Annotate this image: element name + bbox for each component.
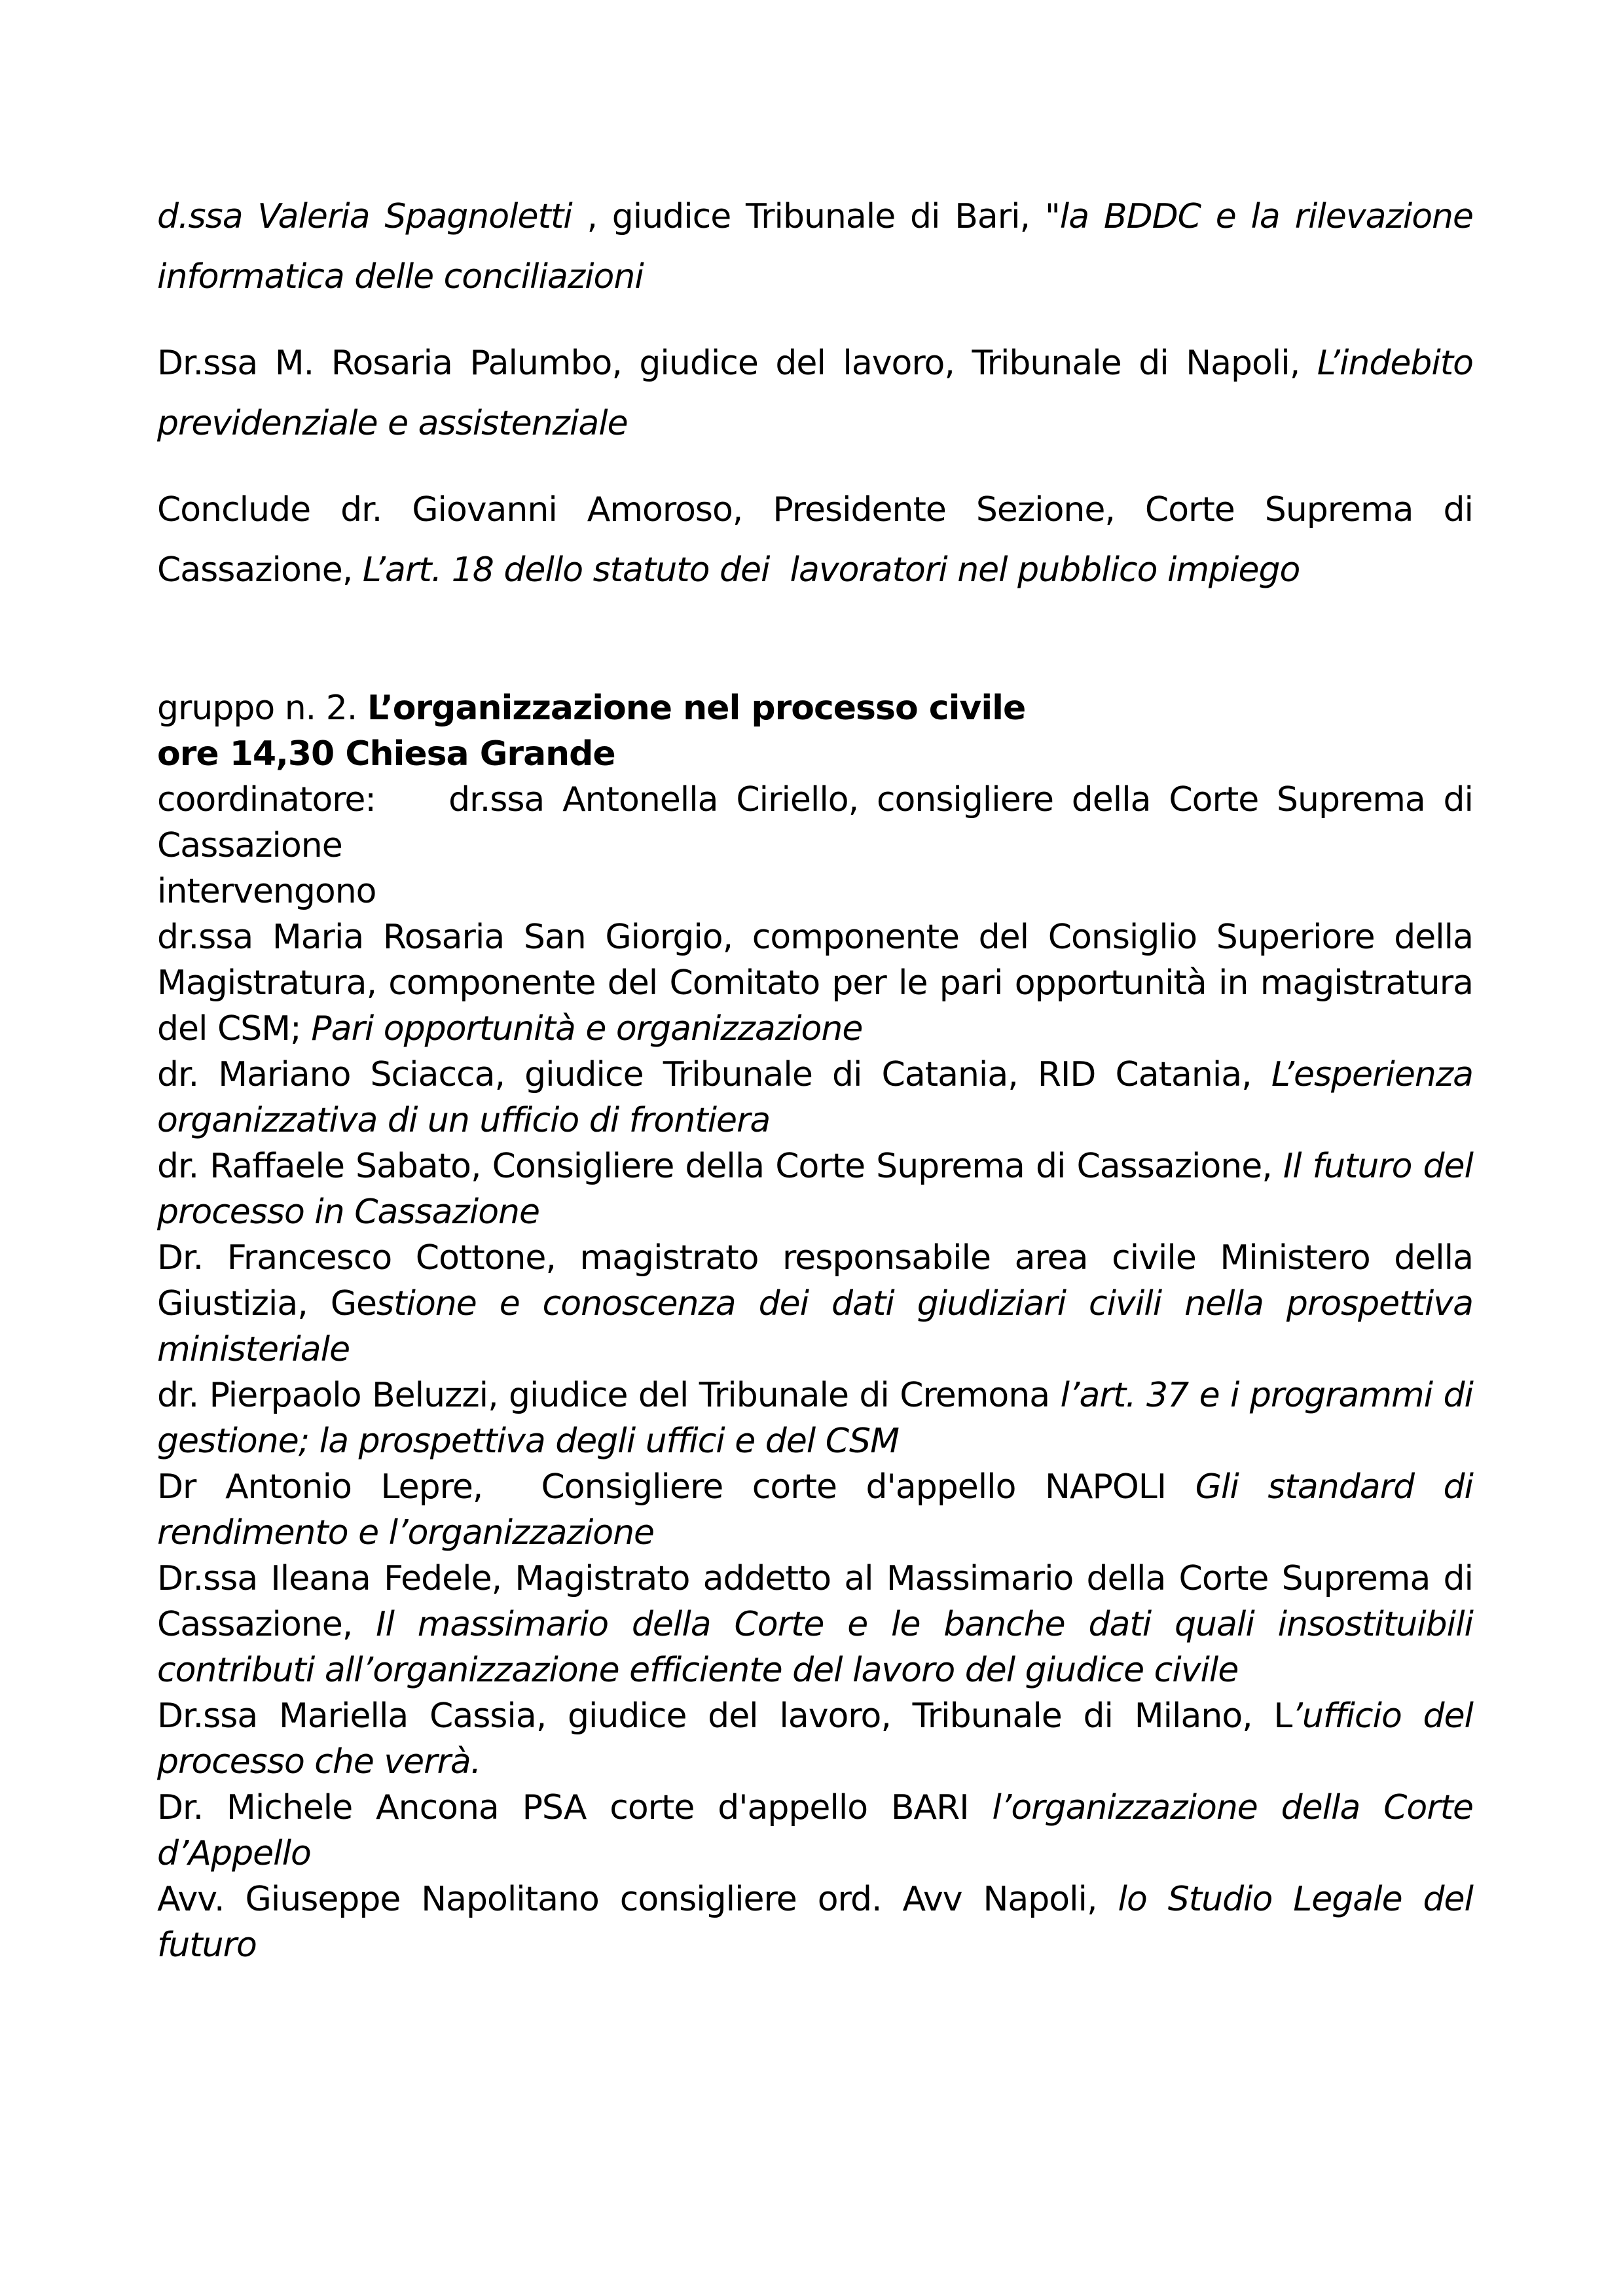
text-run-regular: dr.ssa Maria Rosaria San Giorgio, componente del Consiglio Superiore della Magistratura, componente del Comitato per le pari opportunità in magistratura del CSM; — [157, 918, 1473, 1049]
group-time-location — [157, 731, 1473, 777]
text-run-italic: ’ufficio del processo che verrà. — [157, 1696, 1474, 1782]
text-run-italic: "la BDDC e la rilevazione informatica delle conciliazioni — [157, 197, 1473, 296]
text-run-regular: Dr.ssa Ileana Fedele, Magistrato addetto al Massimario della Corte Suprema di Cassazione, — [157, 1559, 1473, 1644]
text-run-italic: L’art. 18 dello statuto dei lavoratori nel pubblico impiego — [362, 550, 1300, 590]
entry-sabato — [157, 1143, 1473, 1235]
entry-san-giorgio — [157, 914, 1473, 1052]
entry-cottone — [157, 1235, 1473, 1372]
text-run-italic: lo Studio Legale del futuro — [157, 1880, 1473, 1965]
text-run-regular: gruppo n. 2. — [157, 689, 367, 728]
entry-palumbo — [157, 333, 1473, 454]
text-run-regular: dr. Raffaele Sabato, Consigliere della Corte Suprema di Cassazione, — [157, 1147, 1283, 1186]
entry-beluzzi — [157, 1372, 1473, 1464]
entry-amoroso-conclusion — [157, 480, 1473, 600]
text-run-regular: intervengono — [157, 872, 376, 911]
text-run-regular: coordinatore: dr.ssa Antonella Ciriello, consigliere della Corte Suprema di Cassazione — [157, 780, 1473, 865]
entry-napolitano — [157, 1876, 1473, 1968]
text-run-italic: stione e conoscenza dei dati giudiziari civili nella prospettiva ministeriale — [157, 1284, 1473, 1369]
text-run-italic: l’organizzazione della Corte d’Appello — [157, 1788, 1474, 1873]
document-body — [157, 187, 1473, 1968]
entry-lepre — [157, 1464, 1473, 1556]
text-run-italic: Gli standard di rendimento e l’organizzazione — [157, 1467, 1473, 1552]
text-run-regular: Conclude dr. Giovanni Amoroso, Presidente Sezione, Corte Suprema di Cassazione, — [157, 490, 1473, 590]
entry-fedele — [157, 1556, 1473, 1693]
coordinator-line — [157, 777, 1473, 869]
text-run-regular: Dr. Francesco Cottone, magistrato responsabile area civile Ministero della Giustizia, Ge — [157, 1238, 1473, 1323]
text-run-italic: Il massimario della Corte e le banche dati quali insostituibili contributi all’organizzazione efficiente del lavoro del giudice civile — [157, 1605, 1473, 1690]
text-run-regular: Avv. Giuseppe Napolitano consigliere ord. Avv Napoli, — [157, 1880, 1118, 1919]
text-run-regular: dr. Pierpaolo Beluzzi, giudice del Tribunale di Cremona — [157, 1376, 1061, 1415]
text-run-bold: ore 14,30 Chiesa Grande — [157, 734, 615, 774]
text-run-regular: dr. Mariano Sciacca, giudice Tribunale di Catania, RID Catania, — [157, 1055, 1271, 1094]
text-run-regular: Dr.ssa M. Rosaria Palumbo, giudice del lavoro, Tribunale di Napoli, — [157, 344, 1317, 383]
entry-cassia — [157, 1693, 1473, 1785]
text-run-regular: Dr Antonio Lepre, Consigliere corte d'appello NAPOLI — [157, 1467, 1195, 1507]
speakers-intro — [157, 869, 1473, 914]
text-run-regular: Dr. Michele Ancona PSA corte d'appello BARI — [157, 1788, 993, 1827]
entry-sciacca — [157, 1052, 1473, 1143]
text-run-italic: L’esperienza organizzativa di un ufficio di frontiera — [157, 1055, 1473, 1140]
entry-ancona — [157, 1785, 1473, 1876]
text-run-italic: L’indebito previdenziale e assistenziale — [157, 344, 1473, 443]
text-run-italic: Il futuro del processo in Cassazione — [157, 1147, 1473, 1232]
text-run-italic: d.ssa Valeria Spagnoletti — [157, 197, 587, 236]
blank-line — [157, 626, 1473, 685]
entry-spagnoletti — [157, 187, 1473, 307]
text-run-regular: Dr.ssa Mariella Cassia, giudice del lavoro, Tribunale di Milano, L — [157, 1696, 1292, 1736]
text-run-italic: l’art. 37 e i programmi di gestione; la prospettiva degli uffici e del CSM — [157, 1376, 1473, 1461]
text-run-bold: L’organizzazione nel processo civile — [367, 689, 1026, 728]
text-run-italic: Pari opportunità e organizzazione — [311, 1009, 863, 1049]
text-run-regular: , giudice Tribunale di Bari, — [587, 197, 1045, 236]
group-heading — [157, 685, 1473, 731]
